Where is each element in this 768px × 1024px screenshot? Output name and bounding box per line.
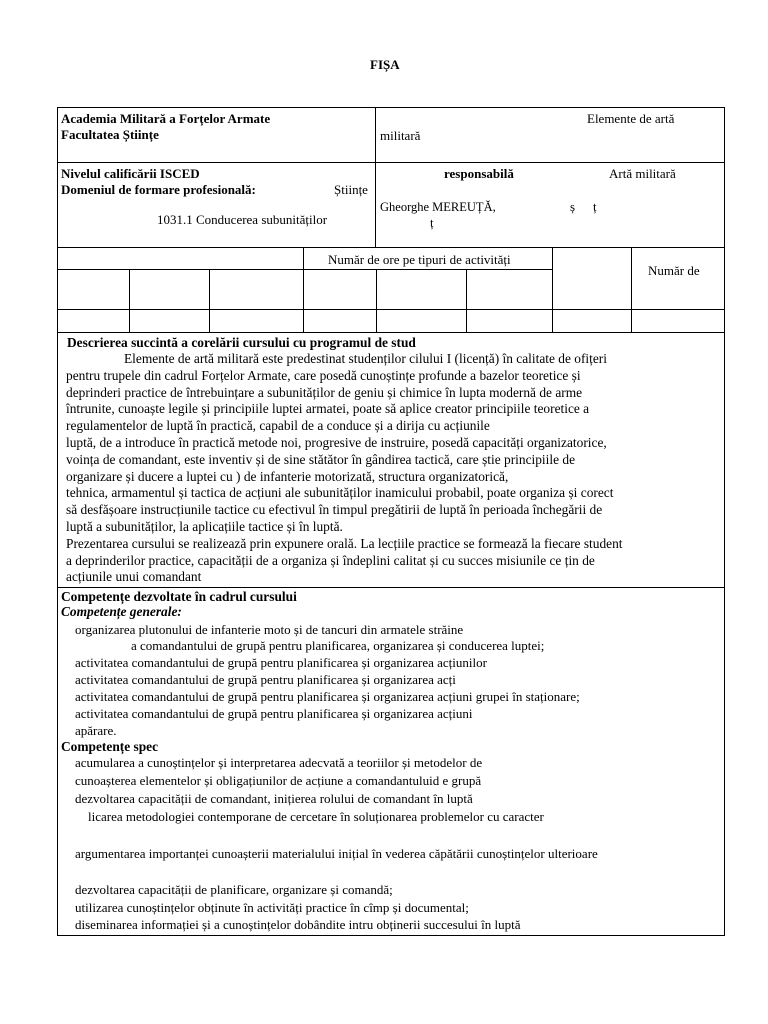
specific-competence-item: cunoașterea elementelor și obligațiunilor de acțiune a comandantuluid e grupă <box>75 773 482 788</box>
text-fragment: ș <box>570 199 576 214</box>
course-name-line1: Elemente de artă <box>587 111 675 126</box>
specialty: 1031.1 Conducerea subunităților <box>157 212 328 227</box>
text-fragment: ț <box>593 199 597 214</box>
description-paragraph <box>66 351 714 586</box>
description-line: voința de comandant, este inventiv și de sine stătător în gândirea tactică, care știe principiile de <box>66 451 576 467</box>
hours-table-right-header: Număr de <box>648 263 700 278</box>
training-domain-label: Domeniul de formare profesională: <box>61 182 256 197</box>
specific-competence-item: dezvoltarea capacității de comandant, inițierea rolului de comandant în luptă <box>75 791 473 806</box>
teacher-name: Gheorghe MEREUȚĂ, <box>380 200 496 214</box>
general-competence-item: activitatea comandantului de grupă pentru planificarea și organizarea acțiuni <box>75 706 473 721</box>
description-line: Elemente de artă militară este predestinat studenților cilului I (licență) în calitate de ofițeri <box>124 351 607 366</box>
general-competence-item: activitatea comandantului de grupă pentru planificarea și organizarea acțiuni grupei în staționare; <box>75 689 580 704</box>
document-title: FIȘA <box>370 57 400 72</box>
faculty-name: Facultatea Științe <box>61 127 159 142</box>
general-competence-item: activitatea comandantului de grupă pentru planificarea și organizarea acți <box>75 672 456 687</box>
discipline-name: Artă militară <box>609 166 676 181</box>
description-line: luptă a subunităților, la aplicațiile tactice și în luptă. <box>66 518 343 534</box>
description-line: întrunite, cunoaște legile și principiile luptei armatei, poate să aplice creator principiile teoretice a <box>66 401 590 417</box>
competences-heading: Competențe dezvoltate în cadrul cursului <box>61 589 297 604</box>
specific-competence-item: utilizarea cunoștințelor obținute în activități practice în cîmp și documental; <box>75 900 469 915</box>
general-competence-item: apărare. <box>75 723 117 738</box>
description-line: Prezentarea cursului se realizează prin expunere orală. La lecțiile practice se formează la fiecare student <box>66 535 623 551</box>
general-competence-item: organizarea plutonului de infanterie moto și de tancuri din armatele străine <box>75 622 464 637</box>
isced-level: Nivelul calificării ISCED <box>61 166 200 181</box>
training-domain-value: Științe <box>334 182 368 197</box>
description-line: pentru trupele din cadrul Forțelor Armate, care posedă cunoștințe profunde a bazelor teoretice și <box>66 367 581 383</box>
description-heading: Descrierea succintă a corelării cursului cu programul de stud <box>67 335 416 350</box>
description-line: să desfășoare instrucțiunile tactice cu efectivul în timpul pregătirii de luptă în perioada închegării de <box>66 502 603 518</box>
general-competences-heading: Competențe generale: <box>61 604 182 619</box>
description-line: a deprinderilor practice, capacității de a organiza și îndeplini calitat și cu succes misiunile ce țin de <box>66 552 595 568</box>
specific-competence-item: diseminarea informației și a cunoștințelor dobândite intru obținerii succesului în luptă <box>75 917 521 932</box>
description-line: tehnica, armamentul și tactica de acțiuni ale subunităților inamicului probabil, poate organiza și corect <box>66 485 614 501</box>
description-line: deprinderi practice de întrebuințare a subunităților de geniu și chimice în lupta modernă de arme <box>66 384 583 400</box>
specific-competence-item: dezvoltarea capacității de planificare, organizare și comandă; <box>75 882 393 897</box>
course-name-line2: militară <box>380 128 421 143</box>
general-competence-item: a comandantului de grupă pentru planificarea, organizarea și conducerea luptei; <box>131 638 545 653</box>
specific-competences-heading: Competențe spec <box>61 739 159 754</box>
text-fragment: ț <box>430 215 434 230</box>
description-line: organizare și ducere a luptei cu ) de infanterie motorizată, structura organizatorică, <box>66 468 509 484</box>
description-line: luptă, de a introduce în practică metode noi, progresive de instruire, posedă capacități organizatorice, <box>66 434 607 450</box>
specific-competence-item: licarea metodologiei contemporane de cercetare în soluționarea problemelor cu caracter <box>88 809 544 824</box>
hours-table-header: Număr de ore pe tipuri de activități <box>328 252 511 267</box>
general-competence-item: activitatea comandantului de grupă pentru planificarea și organizarea acțiunilor <box>75 655 487 670</box>
description-line: acțiunile unui comandant <box>66 569 202 585</box>
academy-name: Academia Militară a Forțelor Armate <box>61 111 271 126</box>
specific-competence-item: argumentarea importanței cunoașterii materialului inițial în vederea căpătării cunoștințelor ulterioare <box>75 846 598 861</box>
responsible-label: responsabilă <box>444 166 514 181</box>
specific-competence-item: acumularea a cunoștințelor și interpretarea adecvată a teoriilor și metodelor de <box>75 755 483 770</box>
description-line: regulamentelor de luptă în practică, capabil de a conduce și a dirija cu acțiunile <box>66 418 490 434</box>
